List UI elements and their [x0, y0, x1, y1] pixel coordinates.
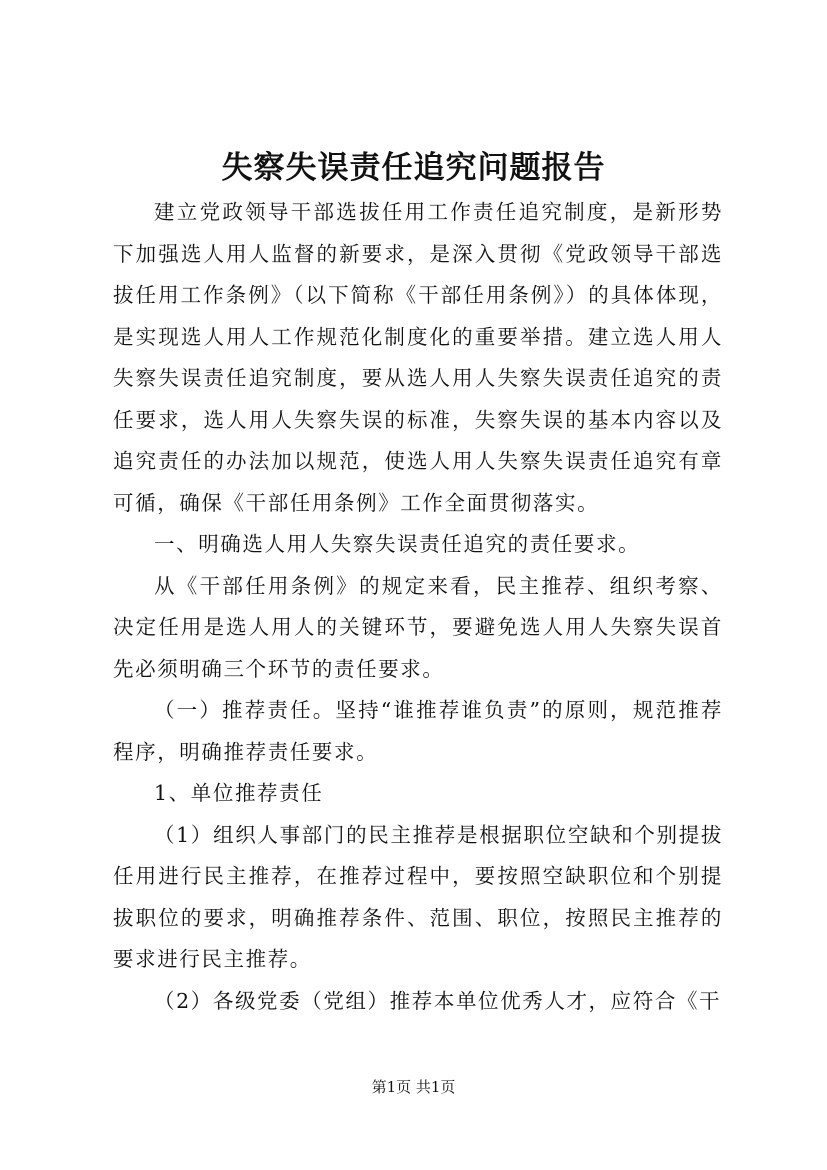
- document-body: [113, 192, 723, 1022]
- paragraph: 建立党政领导干部选拔任用工作责任追究制度，是新形势下加强选人用人监督的新要求，是深入贯彻《党政领导干部选拔任用工作条例》（以下简称《干部任用条例》）的具体体现，是实现选人用人工作规范化制度化的重要举措。建立选人用人失察失误责任追究制度，要从选人用人失察失误责任追究的责任要求，选人用人失察失误的标准，失察失误的基本内容以及追究责任的办法加以规范，使选人用人失察失误责任追究有章可循，确保《干部任用条例》工作全面贯彻落实。: [113, 200, 723, 515]
- paragraph: （1）组织人事部门的民主推荐是根据职位空缺和个别提拔任用进行民主推荐，在推荐过程中，要按照空缺职位和个别提拔职位的要求，明确推荐条件、范围、职位，按照民主推荐的要求进行民主推荐。: [113, 822, 723, 971]
- paragraph: （2）各级党委（党组）推荐本单位优秀人才，应符合《干: [154, 988, 722, 1013]
- paragraph: 从《干部任用条例》的规定来看，民主推荐、组织考察、决定任用是选人用人的关键环节，要避免选人用人失察失误首先必须明确三个环节的责任要求。: [113, 573, 723, 681]
- document-title: 失察失误责任追究问题报告: [221, 150, 606, 186]
- paragraph: 1、单位推荐责任: [154, 781, 324, 805]
- paragraph: 一、明确选人用人失察失误责任追究的责任要求。: [154, 532, 641, 556]
- paragraph: （一）推荐责任。坚持“谁推荐谁负责”的原则，规范推荐程序，明确推荐责任要求。: [113, 698, 723, 764]
- page-footer: 第1页 共1页: [371, 1078, 456, 1096]
